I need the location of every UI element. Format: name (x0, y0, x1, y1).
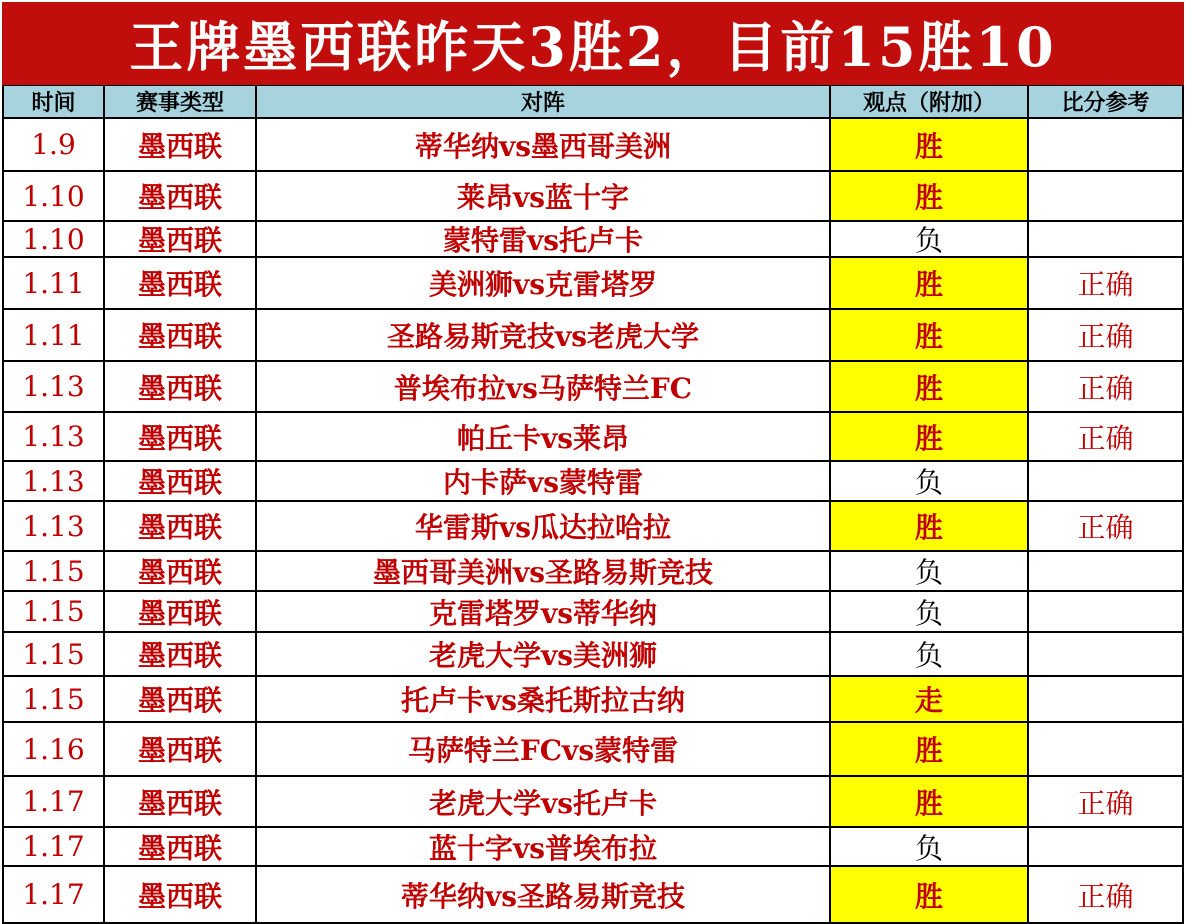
league-cell: 墨西联 (105, 828, 257, 865)
table-row (4, 310, 1182, 362)
table-row (4, 258, 1182, 310)
result-cell (1029, 552, 1182, 590)
table-row (4, 222, 1182, 258)
header-cell-4: 观点（附加） (831, 86, 1029, 117)
title-banner (2, 2, 1184, 85)
match-cell: 老虎大学vs托卢卡 (257, 777, 831, 826)
league-cell: 墨西联 (105, 172, 257, 220)
result-cell: 正确 (1077, 511, 1134, 544)
match-cell: 墨西哥美洲vs圣路易斯竞技 (257, 552, 831, 590)
date-cell: 1.10 (4, 172, 105, 220)
league-cell: 墨西联 (105, 362, 257, 411)
table-header-row (4, 86, 1182, 119)
date-cell: 1.17 (4, 867, 105, 922)
league-cell: 墨西联 (105, 462, 257, 500)
result-cell (1029, 172, 1182, 220)
league-cell: 墨西联 (105, 552, 257, 590)
league-cell: 墨西联 (105, 633, 257, 675)
table-row (4, 592, 1182, 633)
result-cell (1029, 119, 1182, 170)
header-cell-5: 比分参考 (1061, 90, 1150, 116)
match-cell: 托卢卡vs桑托斯拉古纳 (257, 677, 831, 721)
opinion-cell: 胜 (831, 119, 1029, 170)
match-cell: 蒂华纳vs墨西哥美洲 (257, 119, 831, 170)
opinion-cell: 负 (831, 828, 1029, 865)
results-table (2, 85, 1184, 924)
opinion-cell: 胜 (831, 310, 1029, 360)
table-row (4, 867, 1182, 922)
match-cell: 美洲狮vs克雷塔罗 (257, 258, 831, 308)
match-cell: 华雷斯vs瓜达拉哈拉 (257, 502, 831, 550)
league-cell: 墨西联 (105, 723, 257, 775)
league-cell: 墨西联 (105, 777, 257, 826)
result-cell (1029, 592, 1182, 631)
opinion-cell: 负 (831, 633, 1029, 675)
header-cell-2: 赛事类型 (105, 86, 257, 117)
league-cell: 墨西联 (105, 592, 257, 631)
match-cell: 帕丘卡vs莱昂 (257, 413, 831, 460)
result-cell (1029, 633, 1182, 675)
result-cell: 正确 (1077, 786, 1134, 820)
league-cell: 墨西联 (105, 258, 257, 308)
result-cell (1029, 723, 1182, 775)
date-cell: 1.15 (4, 552, 105, 590)
result-cell: 正确 (1077, 320, 1134, 353)
date-cell: 1.15 (4, 677, 105, 721)
table-row (4, 828, 1182, 867)
match-cell: 普埃布拉vs马萨特兰FC (257, 362, 831, 411)
table-row (4, 777, 1182, 828)
opinion-cell: 走 (831, 677, 1029, 721)
table-row (4, 552, 1182, 592)
date-cell: 1.13 (4, 502, 105, 550)
table-row (4, 413, 1182, 462)
league-cell: 墨西联 (105, 502, 257, 550)
header-cell-1: 时间 (4, 86, 105, 117)
date-cell: 1.10 (4, 222, 105, 256)
match-cell: 老虎大学vs美洲狮 (257, 633, 831, 675)
opinion-cell: 负 (831, 462, 1029, 500)
match-cell: 蒂华纳vs圣路易斯竞技 (257, 867, 831, 922)
result-cell: 正确 (1077, 268, 1134, 301)
result-cell (1029, 222, 1182, 256)
league-cell: 墨西联 (105, 222, 257, 256)
opinion-cell: 负 (831, 552, 1029, 590)
page (2, 2, 1184, 921)
result-cell (1029, 677, 1182, 721)
table-row (4, 723, 1182, 777)
opinion-cell: 胜 (831, 172, 1029, 220)
date-cell: 1.17 (4, 828, 105, 865)
table-body (4, 119, 1182, 922)
date-cell: 1.9 (4, 119, 105, 170)
opinion-cell: 胜 (831, 258, 1029, 308)
page-title: 王牌墨西联昨天3胜2，目前15胜10 (129, 15, 1057, 79)
match-cell: 马萨特兰FCvs蒙特雷 (257, 723, 831, 775)
table-row (4, 502, 1182, 552)
date-cell: 1.15 (4, 633, 105, 675)
table-row (4, 677, 1182, 723)
opinion-cell: 负 (831, 222, 1029, 256)
result-cell (1029, 828, 1182, 865)
match-cell: 克雷塔罗vs蒂华纳 (257, 592, 831, 631)
league-cell: 墨西联 (105, 677, 257, 721)
result-cell: 正确 (1077, 371, 1134, 405)
opinion-cell: 胜 (831, 867, 1029, 922)
opinion-cell: 负 (831, 592, 1029, 631)
match-cell: 蒙特雷vs托卢卡 (257, 222, 831, 256)
date-cell: 1.15 (4, 592, 105, 631)
league-cell: 墨西联 (105, 119, 257, 170)
match-cell: 内卡萨vs蒙特雷 (257, 462, 831, 500)
date-cell: 1.13 (4, 362, 105, 411)
date-cell: 1.11 (4, 258, 105, 308)
date-cell: 1.17 (4, 777, 105, 826)
table-row (4, 462, 1182, 502)
result-cell (1029, 462, 1182, 500)
date-cell: 1.11 (4, 310, 105, 360)
result-cell: 正确 (1077, 421, 1134, 455)
league-cell: 墨西联 (105, 867, 257, 922)
table-row (4, 119, 1182, 172)
result-cell: 正确 (1077, 879, 1134, 913)
date-cell: 1.13 (4, 462, 105, 500)
table-row (4, 362, 1182, 413)
opinion-cell: 胜 (831, 362, 1029, 411)
league-cell: 墨西联 (105, 310, 257, 360)
league-cell: 墨西联 (105, 413, 257, 460)
header-cell-3: 对阵 (257, 86, 831, 117)
date-cell: 1.13 (4, 413, 105, 460)
table-row (4, 172, 1182, 222)
date-cell: 1.16 (4, 723, 105, 775)
opinion-cell: 胜 (831, 777, 1029, 826)
table-row (4, 633, 1182, 677)
match-cell: 蓝十字vs普埃布拉 (257, 828, 831, 865)
opinion-cell: 胜 (831, 502, 1029, 550)
opinion-cell: 胜 (831, 723, 1029, 775)
opinion-cell: 胜 (831, 413, 1029, 460)
match-cell: 圣路易斯竞技vs老虎大学 (257, 310, 831, 360)
match-cell: 莱昂vs蓝十字 (257, 172, 831, 220)
